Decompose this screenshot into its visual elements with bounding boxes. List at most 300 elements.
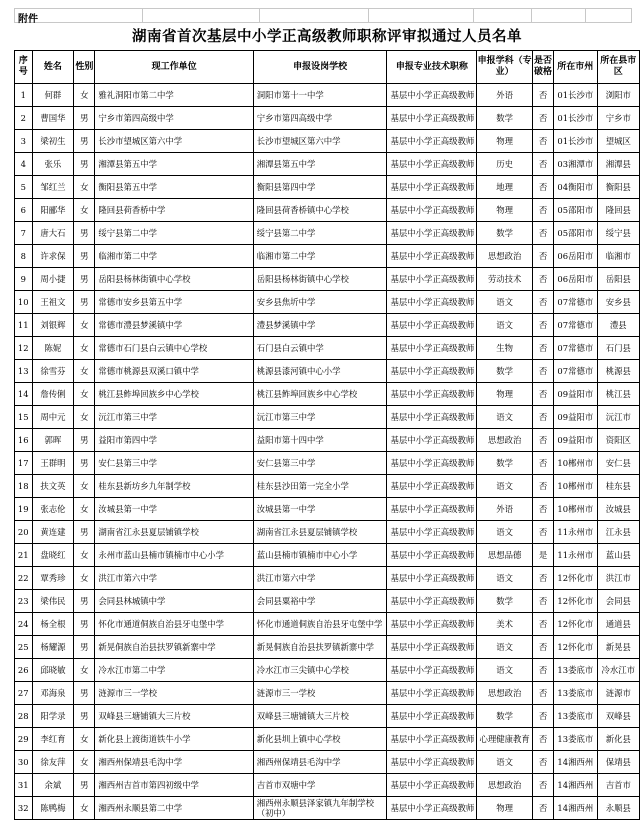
current-unit-cell: 会同县林城镇中学 <box>95 590 253 613</box>
applied-school-cell: 湘西州保靖县毛沟中学 <box>253 751 387 774</box>
current-unit-cell: 沅江市第三中学 <box>95 406 253 429</box>
gender-cell: 女 <box>74 544 95 567</box>
exception-cell: 否 <box>532 728 553 751</box>
name-cell: 张志伦 <box>32 498 74 521</box>
name-cell: 陈鸭梅 <box>32 797 74 820</box>
city-cell: 14湘西州 <box>554 774 597 797</box>
index-cell: 27 <box>15 682 33 705</box>
current-unit-cell: 常德市桃源县双溪口镇中学 <box>95 360 253 383</box>
current-unit-cell: 涟源市三一学校 <box>95 682 253 705</box>
index-cell: 13 <box>15 360 33 383</box>
subject-cell: 地理 <box>477 176 533 199</box>
exception-cell: 否 <box>532 797 553 820</box>
index-cell: 8 <box>15 245 33 268</box>
county-cell: 安乡县 <box>597 291 639 314</box>
current-unit-cell: 绥宁县第二中学 <box>95 222 253 245</box>
gender-cell: 女 <box>74 199 95 222</box>
title-cell: 基层中小学正高级教师 <box>387 199 477 222</box>
applied-school-cell: 桃江县鲊埠回族乡中心学校 <box>253 383 387 406</box>
table-row <box>15 544 640 567</box>
applied-school-cell: 石门县白云镇中学 <box>253 337 387 360</box>
name-cell: 周小捷 <box>32 268 74 291</box>
index-cell: 20 <box>15 521 33 544</box>
county-cell: 湘潭县 <box>597 153 639 176</box>
exception-cell: 否 <box>532 705 553 728</box>
name-cell: 李红育 <box>32 728 74 751</box>
county-cell: 绥宁县 <box>597 222 639 245</box>
current-unit-cell: 湘西州保靖县毛沟中学 <box>95 751 253 774</box>
exception-cell: 否 <box>532 107 553 130</box>
title-cell: 基层中小学正高级教师 <box>387 659 477 682</box>
title-cell: 基层中小学正高级教师 <box>387 521 477 544</box>
name-cell: 余斌 <box>32 774 74 797</box>
name-cell: 邓海泉 <box>32 682 74 705</box>
index-cell: 4 <box>15 153 33 176</box>
county-cell: 蓝山县 <box>597 544 639 567</box>
applied-school-cell: 涟源市三一学校 <box>253 682 387 705</box>
gender-cell: 男 <box>74 291 95 314</box>
index-cell: 9 <box>15 268 33 291</box>
table-row <box>15 199 640 222</box>
subject-cell: 语文 <box>477 291 533 314</box>
current-unit-cell: 双峰县三塘铺镇大三片校 <box>95 705 253 728</box>
gender-cell: 女 <box>74 567 95 590</box>
current-unit-cell: 冷水江市第二中学 <box>95 659 253 682</box>
county-cell: 汝城县 <box>597 498 639 521</box>
exception-cell: 否 <box>532 314 553 337</box>
county-cell: 隆回县 <box>597 199 639 222</box>
exception-cell: 否 <box>532 498 553 521</box>
index-cell: 12 <box>15 337 33 360</box>
col-name-header: 姓名 <box>32 51 74 84</box>
index-cell: 24 <box>15 613 33 636</box>
title-cell: 基层中小学正高级教师 <box>387 222 477 245</box>
index-cell: 19 <box>15 498 33 521</box>
gender-cell: 男 <box>74 222 95 245</box>
applied-school-cell: 宁乡市第四高级中学 <box>253 107 387 130</box>
title-cell: 基层中小学正高级教师 <box>387 613 477 636</box>
name-cell: 邱晓敏 <box>32 659 74 682</box>
gender-cell: 男 <box>74 521 95 544</box>
exception-cell: 否 <box>532 636 553 659</box>
title-cell: 基层中小学正高级教师 <box>387 429 477 452</box>
table-body <box>15 84 640 820</box>
county-cell: 洪江市 <box>597 567 639 590</box>
current-unit-cell: 怀化市通道侗族自治县牙屯堡中学 <box>95 613 253 636</box>
table-row <box>15 107 640 130</box>
exception-cell: 否 <box>532 774 553 797</box>
current-unit-cell: 湘潭县第五中学 <box>95 153 253 176</box>
title-cell: 基层中小学正高级教师 <box>387 590 477 613</box>
applied-school-cell: 湖南省江永县夏层铺镇学校 <box>253 521 387 544</box>
name-cell: 何群 <box>32 84 74 107</box>
table-row <box>15 130 640 153</box>
county-cell: 桃源县 <box>597 360 639 383</box>
title-cell: 基层中小学正高级教师 <box>387 728 477 751</box>
gender-cell: 男 <box>74 774 95 797</box>
title-cell: 基层中小学正高级教师 <box>387 291 477 314</box>
applied-school-cell: 沅江市第三中学 <box>253 406 387 429</box>
title-cell: 基层中小学正高级教师 <box>387 406 477 429</box>
title-cell: 基层中小学正高级教师 <box>387 475 477 498</box>
title-cell: 基层中小学正高级教师 <box>387 176 477 199</box>
name-cell: 唐大石 <box>32 222 74 245</box>
applied-school-cell: 澧县梦溪镇中学 <box>253 314 387 337</box>
subject-cell: 数学 <box>477 590 533 613</box>
gender-cell: 女 <box>74 383 95 406</box>
index-cell: 17 <box>15 452 33 475</box>
name-cell: 邹红兰 <box>32 176 74 199</box>
county-cell: 永顺县 <box>597 797 639 820</box>
gender-cell: 女 <box>74 337 95 360</box>
gender-cell: 男 <box>74 682 95 705</box>
county-cell: 冷水江市 <box>597 659 639 682</box>
current-unit-cell: 湖南省江永县夏层铺镇学校 <box>95 521 253 544</box>
name-cell: 梁初生 <box>32 130 74 153</box>
name-cell: 徐雪芬 <box>32 360 74 383</box>
name-cell: 杨耀源 <box>32 636 74 659</box>
county-cell: 沅江市 <box>597 406 639 429</box>
table-row <box>15 314 640 337</box>
col-applied-school-header: 申报设岗学校 <box>253 51 387 84</box>
name-cell: 阳郦华 <box>32 199 74 222</box>
subject-cell: 物理 <box>477 199 533 222</box>
subject-cell: 思想政治 <box>477 429 533 452</box>
index-cell: 21 <box>15 544 33 567</box>
title-cell: 基层中小学正高级教师 <box>387 705 477 728</box>
applied-school-cell: 洞阳市第十一中学 <box>253 84 387 107</box>
table-row <box>15 360 640 383</box>
col-subject-header: 申报学科（专业） <box>477 51 533 84</box>
exception-cell: 否 <box>532 176 553 199</box>
city-cell: 07常德市 <box>554 360 597 383</box>
applied-school-cell: 岳阳县杨林街镇中心学校 <box>253 268 387 291</box>
city-cell: 14湘西州 <box>554 751 597 774</box>
city-cell: 12怀化市 <box>554 590 597 613</box>
table-row <box>15 406 640 429</box>
gender-cell: 女 <box>74 728 95 751</box>
subject-cell: 外语 <box>477 84 533 107</box>
index-cell: 31 <box>15 774 33 797</box>
county-cell: 桂东县 <box>597 475 639 498</box>
gender-cell: 女 <box>74 475 95 498</box>
table-row <box>15 498 640 521</box>
city-cell: 09益阳市 <box>554 383 597 406</box>
exception-cell: 否 <box>532 590 553 613</box>
gender-cell: 女 <box>74 314 95 337</box>
city-cell: 06岳阳市 <box>554 245 597 268</box>
county-cell: 江永县 <box>597 521 639 544</box>
table-row <box>15 590 640 613</box>
city-cell: 13娄底市 <box>554 682 597 705</box>
city-cell: 07常德市 <box>554 291 597 314</box>
applied-school-cell: 新晃侗族自治县扶罗镇新寨中学 <box>253 636 387 659</box>
gender-cell: 女 <box>74 176 95 199</box>
subject-cell: 语文 <box>477 659 533 682</box>
exception-cell: 否 <box>532 268 553 291</box>
city-cell: 12怀化市 <box>554 567 597 590</box>
current-unit-cell: 隆回县荷香桥中学 <box>95 199 253 222</box>
index-cell: 10 <box>15 291 33 314</box>
city-cell: 06岳阳市 <box>554 268 597 291</box>
current-unit-cell: 宁乡市第四高级中学 <box>95 107 253 130</box>
index-cell: 29 <box>15 728 33 751</box>
exception-cell: 否 <box>532 475 553 498</box>
city-cell: 05邵阳市 <box>554 199 597 222</box>
current-unit-cell: 常德市安乡县第五中学 <box>95 291 253 314</box>
index-cell: 15 <box>15 406 33 429</box>
name-cell: 郭晖 <box>32 429 74 452</box>
col-current-unit-header: 现工作单位 <box>95 51 253 84</box>
subject-cell: 物理 <box>477 130 533 153</box>
subject-cell: 数学 <box>477 222 533 245</box>
current-unit-cell: 雅礼洞阳市第二中学 <box>95 84 253 107</box>
index-cell: 5 <box>15 176 33 199</box>
city-cell: 01长沙市 <box>554 107 597 130</box>
subject-cell: 语文 <box>477 406 533 429</box>
col-title-header: 申报专业技术职称 <box>387 51 477 84</box>
city-cell: 13娄底市 <box>554 728 597 751</box>
index-cell: 16 <box>15 429 33 452</box>
table-row <box>15 774 640 797</box>
table-row <box>15 153 640 176</box>
current-unit-cell: 桂东县新坊乡九年制学校 <box>95 475 253 498</box>
applied-school-cell: 桂东县沙田第一完全小学 <box>253 475 387 498</box>
applied-school-cell: 隆回县荷香桥镇中心学校 <box>253 199 387 222</box>
exception-cell: 否 <box>532 406 553 429</box>
name-cell: 曹国华 <box>32 107 74 130</box>
index-cell: 2 <box>15 107 33 130</box>
current-unit-cell: 湘西州永顺县第二中学 <box>95 797 253 820</box>
index-cell: 28 <box>15 705 33 728</box>
exception-cell: 否 <box>532 199 553 222</box>
title-cell: 基层中小学正高级教师 <box>387 544 477 567</box>
attachment-label: 附件 <box>18 14 38 25</box>
index-cell: 30 <box>15 751 33 774</box>
gender-cell: 女 <box>74 406 95 429</box>
city-cell: 10郴州市 <box>554 475 597 498</box>
city-cell: 07常德市 <box>554 337 597 360</box>
title-cell: 基层中小学正高级教师 <box>387 337 477 360</box>
gender-cell: 男 <box>74 130 95 153</box>
index-cell: 11 <box>15 314 33 337</box>
subject-cell: 数学 <box>477 107 533 130</box>
city-cell: 05邵阳市 <box>554 222 597 245</box>
title-cell: 基层中小学正高级教师 <box>387 84 477 107</box>
exception-cell: 否 <box>532 567 553 590</box>
gender-cell: 男 <box>74 613 95 636</box>
county-cell: 岳阳县 <box>597 268 639 291</box>
subject-cell: 语文 <box>477 567 533 590</box>
name-cell: 扶文英 <box>32 475 74 498</box>
city-cell: 10郴州市 <box>554 498 597 521</box>
table-row <box>15 521 640 544</box>
exception-cell: 否 <box>532 222 553 245</box>
table-row <box>15 452 640 475</box>
county-cell: 双峰县 <box>597 705 639 728</box>
current-unit-cell: 永州市蓝山县楠市镇楠市中心小学 <box>95 544 253 567</box>
city-cell: 11永州市 <box>554 521 597 544</box>
exception-cell: 否 <box>532 429 553 452</box>
title-cell: 基层中小学正高级教师 <box>387 636 477 659</box>
current-unit-cell: 桃江县鲊埠回族乡中心学校 <box>95 383 253 406</box>
personnel-table <box>14 23 640 820</box>
gender-cell: 男 <box>74 636 95 659</box>
county-cell: 石门县 <box>597 337 639 360</box>
page-title: 湖南省首次基层中小学正高级教师职称评审拟通过人员名单 <box>15 23 640 51</box>
county-cell: 安仁县 <box>597 452 639 475</box>
applied-school-cell: 怀化市通道侗族自治县牙屯堡中学 <box>253 613 387 636</box>
subject-cell: 思想政治 <box>477 774 533 797</box>
table-row <box>15 176 640 199</box>
county-cell: 通道县 <box>597 613 639 636</box>
table-row <box>15 705 640 728</box>
county-cell: 涟源市 <box>597 682 639 705</box>
subject-cell: 语文 <box>477 636 533 659</box>
gender-cell: 男 <box>74 268 95 291</box>
city-cell: 09益阳市 <box>554 429 597 452</box>
title-cell: 基层中小学正高级教师 <box>387 452 477 475</box>
title-cell: 基层中小学正高级教师 <box>387 797 477 820</box>
city-cell: 12怀化市 <box>554 613 597 636</box>
applied-school-cell: 冷水江市三尖镇中心学校 <box>253 659 387 682</box>
gender-cell: 男 <box>74 429 95 452</box>
name-cell: 陈妮 <box>32 337 74 360</box>
title-cell: 基层中小学正高级教师 <box>387 130 477 153</box>
col-city-header: 所在市州 <box>554 51 597 84</box>
col-county-header: 所在县市区 <box>597 51 639 84</box>
applied-school-cell: 益阳市第十四中学 <box>253 429 387 452</box>
title-cell: 基层中小学正高级教师 <box>387 107 477 130</box>
table-row <box>15 567 640 590</box>
index-cell: 18 <box>15 475 33 498</box>
city-cell: 14湘西州 <box>554 797 597 820</box>
applied-school-cell: 绥宁县第二中学 <box>253 222 387 245</box>
current-unit-cell: 安仁县第三中学 <box>95 452 253 475</box>
subject-cell: 语文 <box>477 314 533 337</box>
table-row <box>15 268 640 291</box>
subject-cell: 语文 <box>477 475 533 498</box>
applied-school-cell: 湘西州永顺县泽家镇九年制学校（初中） <box>253 797 387 820</box>
gender-cell: 男 <box>74 452 95 475</box>
exception-cell: 否 <box>532 521 553 544</box>
exception-cell: 是 <box>532 544 553 567</box>
exception-cell: 否 <box>532 383 553 406</box>
exception-cell: 否 <box>532 291 553 314</box>
current-unit-cell: 长沙市望城区第六中学 <box>95 130 253 153</box>
table-row <box>15 429 640 452</box>
title-cell: 基层中小学正高级教师 <box>387 498 477 521</box>
index-cell: 32 <box>15 797 33 820</box>
current-unit-cell: 新化县上渡街道铁牛小学 <box>95 728 253 751</box>
gender-cell: 女 <box>74 498 95 521</box>
gender-cell: 男 <box>74 107 95 130</box>
table-row <box>15 84 640 107</box>
title-cell: 基层中小学正高级教师 <box>387 268 477 291</box>
table-row <box>15 383 640 406</box>
table-row <box>15 659 640 682</box>
subject-cell: 语文 <box>477 521 533 544</box>
table-row <box>15 291 640 314</box>
table-row <box>15 222 640 245</box>
table-row <box>15 751 640 774</box>
title-cell: 基层中小学正高级教师 <box>387 314 477 337</box>
title-cell: 基层中小学正高级教师 <box>387 360 477 383</box>
current-unit-cell: 岳阳县杨林街镇中心学校 <box>95 268 253 291</box>
city-cell: 13娄底市 <box>554 705 597 728</box>
county-cell: 会同县 <box>597 590 639 613</box>
exception-cell: 否 <box>532 130 553 153</box>
table-row <box>15 682 640 705</box>
applied-school-cell: 桃源县漆河镇中心小学 <box>253 360 387 383</box>
exception-cell: 否 <box>532 153 553 176</box>
title-cell: 基层中小学正高级教师 <box>387 682 477 705</box>
applied-school-cell: 安乡县焦圻中学 <box>253 291 387 314</box>
table-row <box>15 475 640 498</box>
index-cell: 3 <box>15 130 33 153</box>
county-cell: 保靖县 <box>597 751 639 774</box>
county-cell: 浏阳市 <box>597 84 639 107</box>
title-cell: 基层中小学正高级教师 <box>387 383 477 406</box>
table-row <box>15 728 640 751</box>
city-cell: 01长沙市 <box>554 84 597 107</box>
subject-cell: 心理健康教育 <box>477 728 533 751</box>
current-unit-cell: 临湘市第二中学 <box>95 245 253 268</box>
applied-school-cell: 衡阳县第四中学 <box>253 176 387 199</box>
index-cell: 22 <box>15 567 33 590</box>
index-cell: 14 <box>15 383 33 406</box>
gender-cell: 男 <box>74 705 95 728</box>
name-cell: 詹传俐 <box>32 383 74 406</box>
subject-cell: 劳动技术 <box>477 268 533 291</box>
county-cell: 宁乡市 <box>597 107 639 130</box>
title-cell: 基层中小学正高级教师 <box>387 245 477 268</box>
gender-cell: 男 <box>74 153 95 176</box>
name-cell: 梁伟民 <box>32 590 74 613</box>
index-cell: 23 <box>15 590 33 613</box>
subject-cell: 语文 <box>477 751 533 774</box>
name-cell: 周中元 <box>32 406 74 429</box>
index-cell: 7 <box>15 222 33 245</box>
city-cell: 01长沙市 <box>554 130 597 153</box>
applied-school-cell: 安仁县第三中学 <box>253 452 387 475</box>
county-cell: 新化县 <box>597 728 639 751</box>
name-cell: 王群明 <box>32 452 74 475</box>
col-gender-header: 性别 <box>74 51 95 84</box>
exception-cell: 否 <box>532 751 553 774</box>
applied-school-cell: 双峰县三塘铺镇大三片校 <box>253 705 387 728</box>
county-cell: 衡阳县 <box>597 176 639 199</box>
name-cell: 王祖文 <box>32 291 74 314</box>
subject-cell: 生物 <box>477 337 533 360</box>
gender-cell: 男 <box>74 590 95 613</box>
name-cell: 黄连建 <box>32 521 74 544</box>
title-cell: 基层中小学正高级教师 <box>387 774 477 797</box>
name-cell: 张乐 <box>32 153 74 176</box>
name-cell: 阳学录 <box>32 705 74 728</box>
city-cell: 09益阳市 <box>554 406 597 429</box>
name-cell: 杨全根 <box>32 613 74 636</box>
table-row <box>15 797 640 820</box>
table-row <box>15 636 640 659</box>
subject-cell: 思想品德 <box>477 544 533 567</box>
county-cell: 临湘市 <box>597 245 639 268</box>
current-unit-cell: 益阳市第四中学 <box>95 429 253 452</box>
subject-cell: 外语 <box>477 498 533 521</box>
city-cell: 11永州市 <box>554 544 597 567</box>
current-unit-cell: 新晃侗族自治县扶罗镇新寨中学 <box>95 636 253 659</box>
table-row <box>15 245 640 268</box>
